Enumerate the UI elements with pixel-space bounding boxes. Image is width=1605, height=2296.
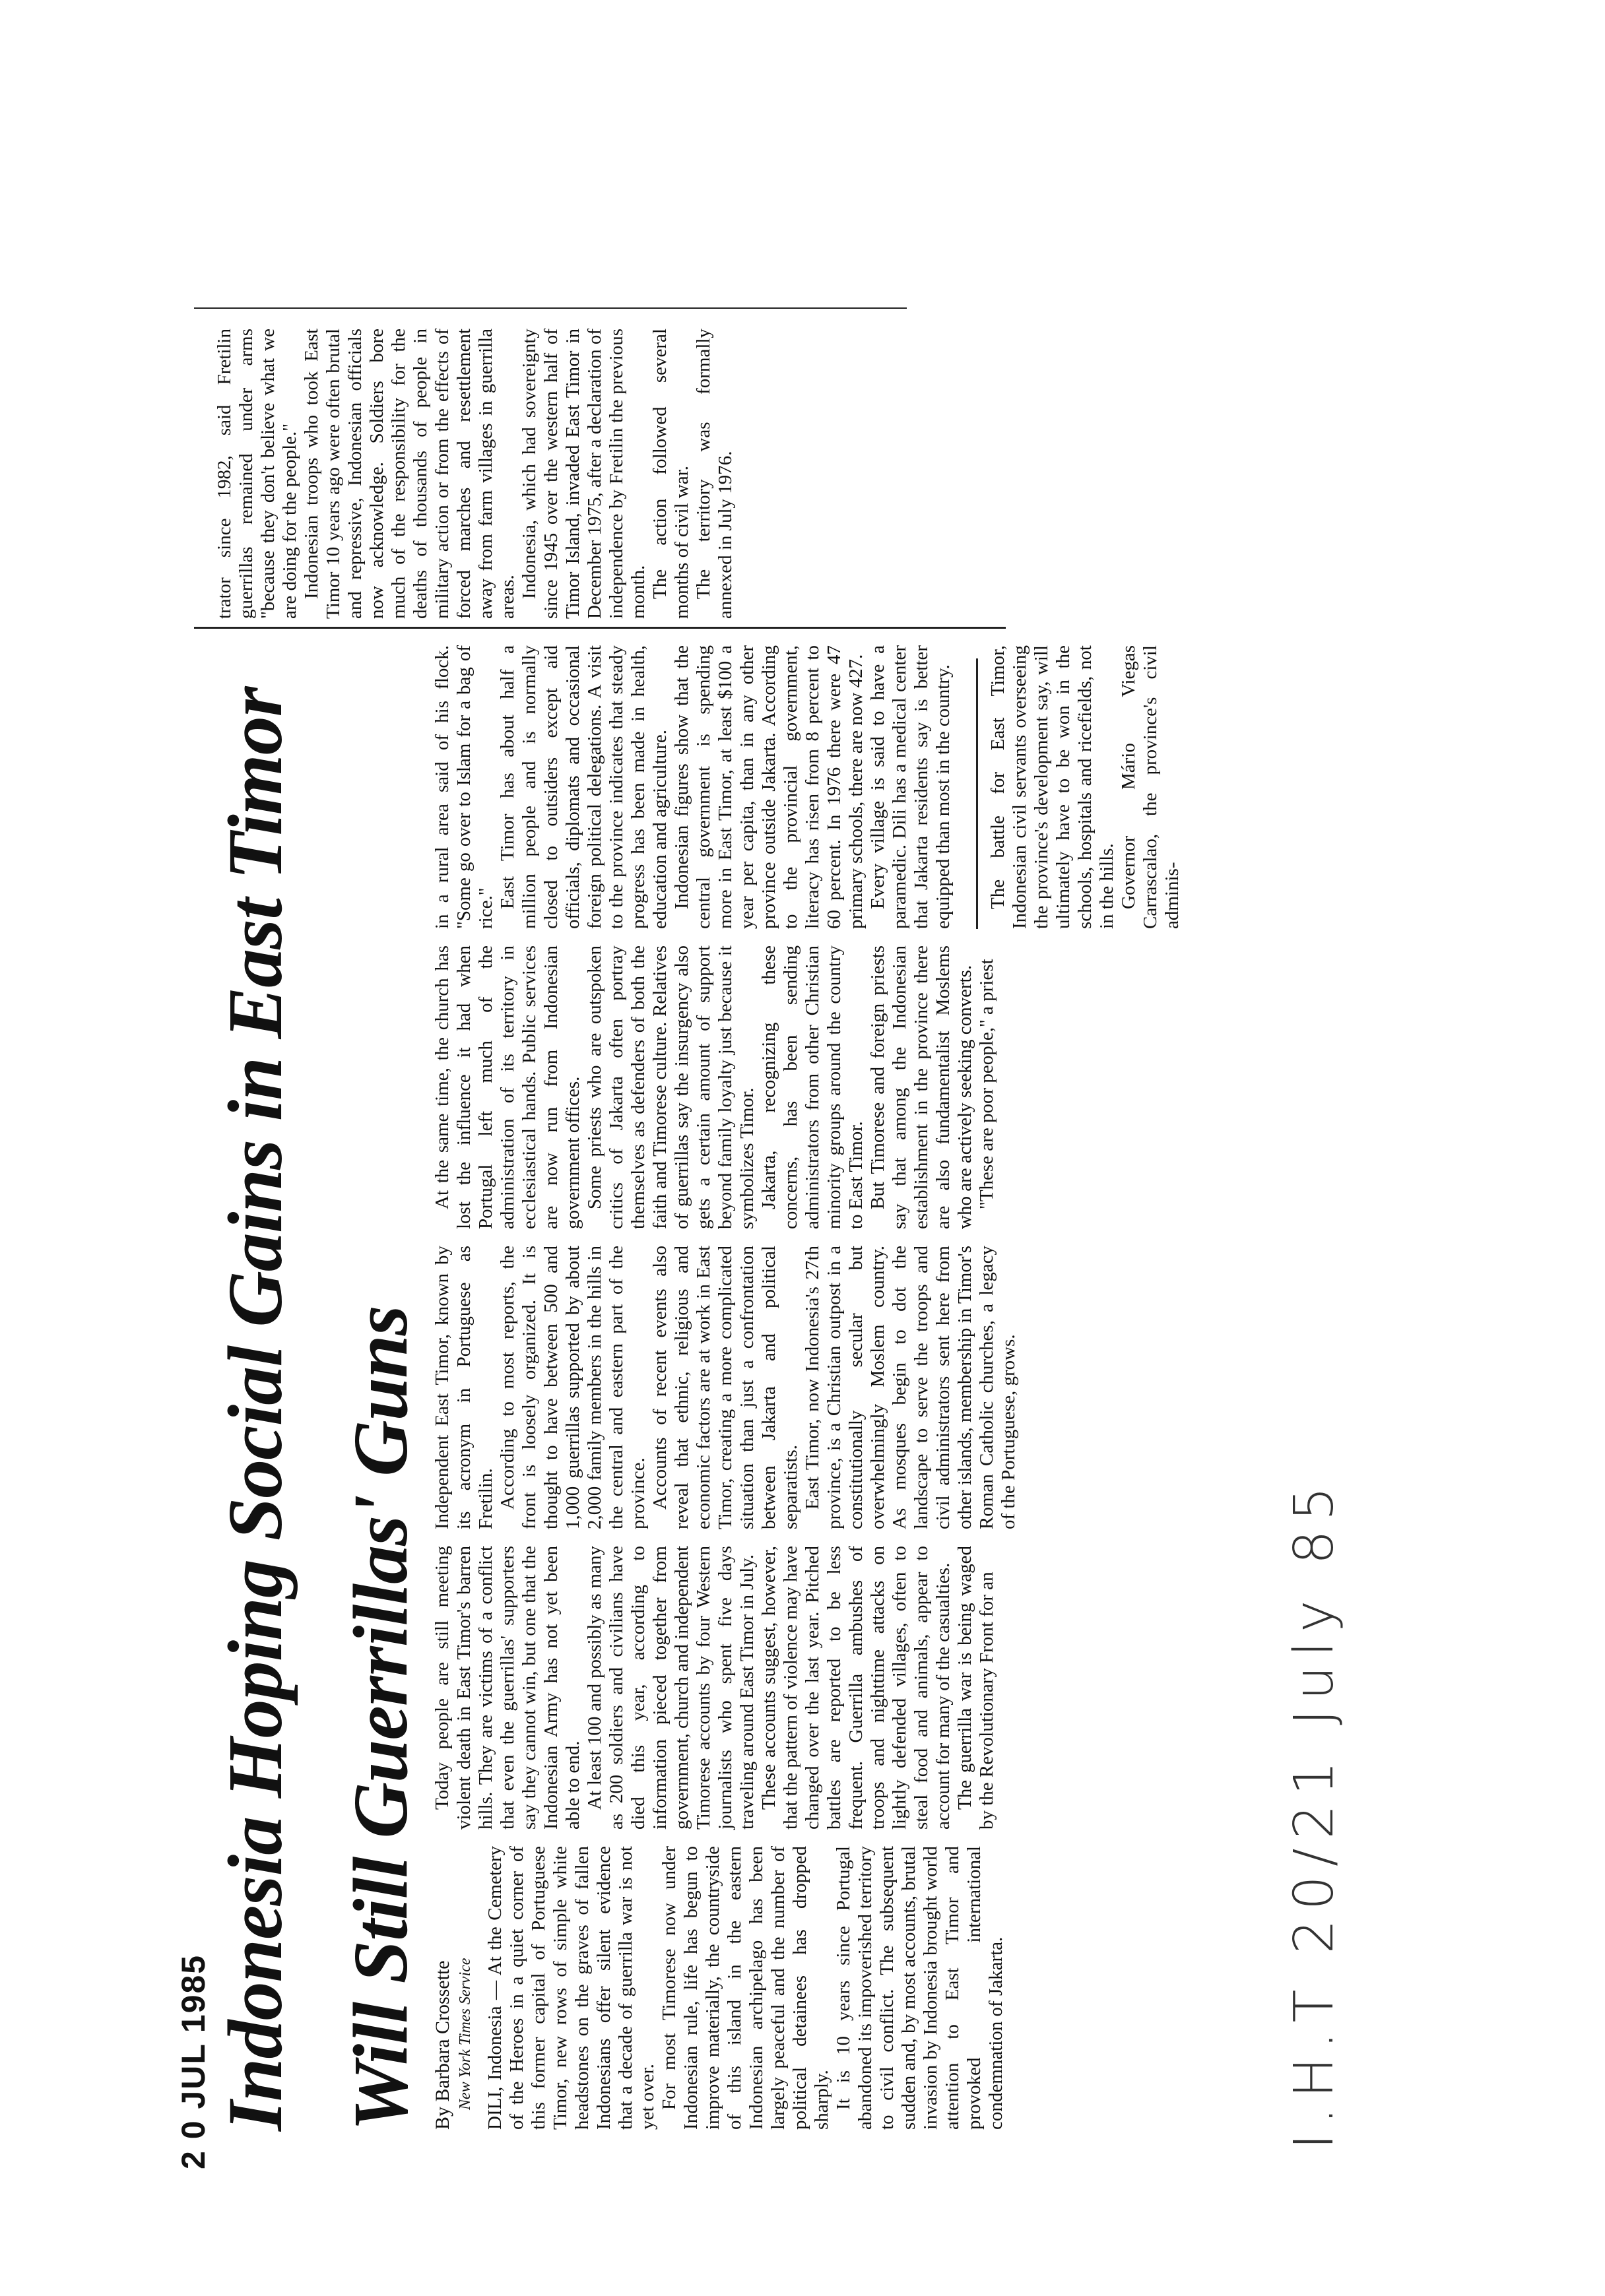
headline (193, 687, 443, 2131)
article-column-6 (987, 645, 1183, 929)
paragraph: The territory was formally annexed in July 1976. (693, 329, 736, 619)
headline-line-1: Indonesia Hoping Social Gains in East Timor (212, 687, 298, 2131)
paragraph: in a rural area said of his flock. "Some go over to Islam for a bag of rice." (432, 645, 496, 929)
article-column-1 (484, 1846, 1007, 2130)
byline-service: New York Times Service (457, 1958, 474, 2110)
paragraph: It is 10 years since Portugal abandoned its impoverished territory to civil conflict. The subsequent sudden and, by most accounts, brutal invasion by Indonesia brought world attention to East Timor and provoked international condemnation of Jakarta. (833, 1846, 1006, 2130)
paragraph: Indonesia, which had sovereignty since 1945 over the western half of Timor Island, invaded East Timor in December 1975, after a declaration of independence by Fretilin the previous month. (519, 329, 649, 619)
paragraph: Every village is said to have a paramedic. Dili has a medical center that Jakarta residents say is better equipped than most in the country. (867, 645, 954, 929)
article-column-4 (432, 945, 998, 1229)
article-column-5 (432, 645, 954, 929)
paragraph: Indonesian troops who took East Timor 10 years ago were often brutal and repressive, Indonesian officials now acknowledge. Soldiers bore much of the responsibility for the deaths of thousands of people in military action or from the effects of forced marches and resettlement away from farm villages in guerrilla areas. (301, 329, 518, 619)
newspaper-clipping (154, 44, 1362, 2169)
paragraph: trator since 1982, said Fretilin guerrillas remained under arms "because they don't believe what we are doing for the people." (214, 329, 300, 619)
paragraph: At the same time, the church has lost the influence it had when Portugal left much of the administration of its territory in ecclesiastical hands. Public services are now run from Indonesian government offices. (432, 945, 583, 1229)
paragraph: East Timor has about half a million people and is normally closed to outsiders except aid officials, diplomats and occasional foreign political delegations. A visit to the province indicates that steady progress has been made in health, education and agriculture. (497, 645, 671, 929)
paragraph: Today people are still meeting violent death in East Timor's barren hills. They are victims of a conflict that even the guerrillas' supporters say they cannot win, but one that the Indonesian Army has not yet been able to end. (432, 1546, 583, 1830)
paragraph: "These are poor people," a priest (976, 959, 997, 1209)
article-column-7 (214, 329, 737, 619)
handwritten-note: I.H.T 20/21 July 85 (1283, 1477, 1346, 2150)
column-rule (194, 627, 1006, 629)
article-column-3 (432, 1246, 1020, 1529)
paragraph: Some priests who are outspoken critics of Jakarta often portray themselves as defenders of both the faith and Timorese culture. Relatives of guerrillas say the insurgency also gets a certain amount of support beyond family loyalty just because it symbolizes Timor. (584, 945, 758, 1229)
paragraph: Accounts of recent events also reveal that ethnic, religious and economic factors are at work in East Timor, creating a more complicated situation than just a confrontation between Jakarta and political separatists. (649, 1246, 801, 1529)
paragraph: East Timor, now Indonesia's 27th province, is a Christian outpost in a constitutionally secular but overwhelmingly Moslem country. As mosques begin to dot the landscape to serve the troops and civil administrators sent here from other islands, membership in Timor's Roman Catholic churches, a legacy of the Portuguese, grows. (802, 1246, 1019, 1529)
paragraph: At least 100 and possibly as many as 200 soldiers and civilians have died this year, according to information pieced together from government, church and independent Timorese accounts by four Western journalists who spent five days traveling around East Timor in July. (584, 1545, 758, 1830)
paragraph: Independent East Timor, known by its acronym in Portuguese as Fretilin. (432, 1246, 496, 1529)
article-column-2 (432, 1546, 998, 1830)
paragraph: The battle for East Timor, Indonesian civil servants overseeing the province's development say, will ultimately have to be won in the schools, hospitals and ricefields, not in the hills. (987, 645, 1117, 929)
column-rule (976, 658, 978, 929)
paragraph: These accounts suggest, however, that the pattern of violence may have changed over the last year. Pitched battles are reported to be less frequent. Guerrilla ambushes of troops and nighttime attacks on lightly defended villages, often to steal food and animals, appear to account for many of the casualties. (758, 1546, 954, 1830)
paragraph: But Timorese and foreign priests say that among the Indonesian establishment in the province there are also fundamentalist Moslems who are actively seeking converts. (867, 945, 975, 1229)
paragraph: The action followed several months of civil war. (649, 329, 692, 619)
paragraph: Governor Mário Viegas Carrascalao, the province's civil adminis- (1118, 645, 1183, 929)
date-stamp: 2 0 JUL 1985 (175, 1954, 212, 2169)
paragraph: Indonesian figures show that the central government is spending more in East Timor, at least $100 a year per capita, than in any other province outside Jakarta. According to the provincial government, literacy has risen from 8 percent to 60 percent. In 1976 there were 47 primary schools, there are now 427. (671, 645, 867, 929)
paragraph: DILI, Indonesia — At the Cemetery of the Heroes in a quiet corner of this former capital of Portuguese Timor, new rows of simple white headstones on the graves of fallen Indonesians offer silent evidence that a decade of guerrilla war is not yet over. (484, 1846, 658, 2130)
paragraph: Jakarta, recognizing these concerns, has been sending administrators from other Christian minority groups around the country to East Timor. (758, 945, 867, 1229)
byline (432, 1846, 476, 2130)
paragraph: The guerrilla war is being waged by the Revolutionary Front for an (954, 1546, 997, 1830)
paragraph: For most Timorese now under Indonesian rule, life has begun to improve materially, the countryside of this island in the eastern Indonesian archipelago has been largely peaceful and the number of political detainees has dropped sharply. (659, 1846, 832, 2130)
byline-author: By Barbara Crossette (432, 1960, 453, 2130)
paragraph: According to most reports, the front is loosely organized. It is thought to have between 500 and 1,000 guerrillas supported by about 2,000 family members in the hills in the central and eastern part of the province. (497, 1246, 649, 1529)
headline-line-2: Will Still Guerrillas' Guns (337, 1306, 424, 2131)
column-rule (194, 307, 907, 309)
